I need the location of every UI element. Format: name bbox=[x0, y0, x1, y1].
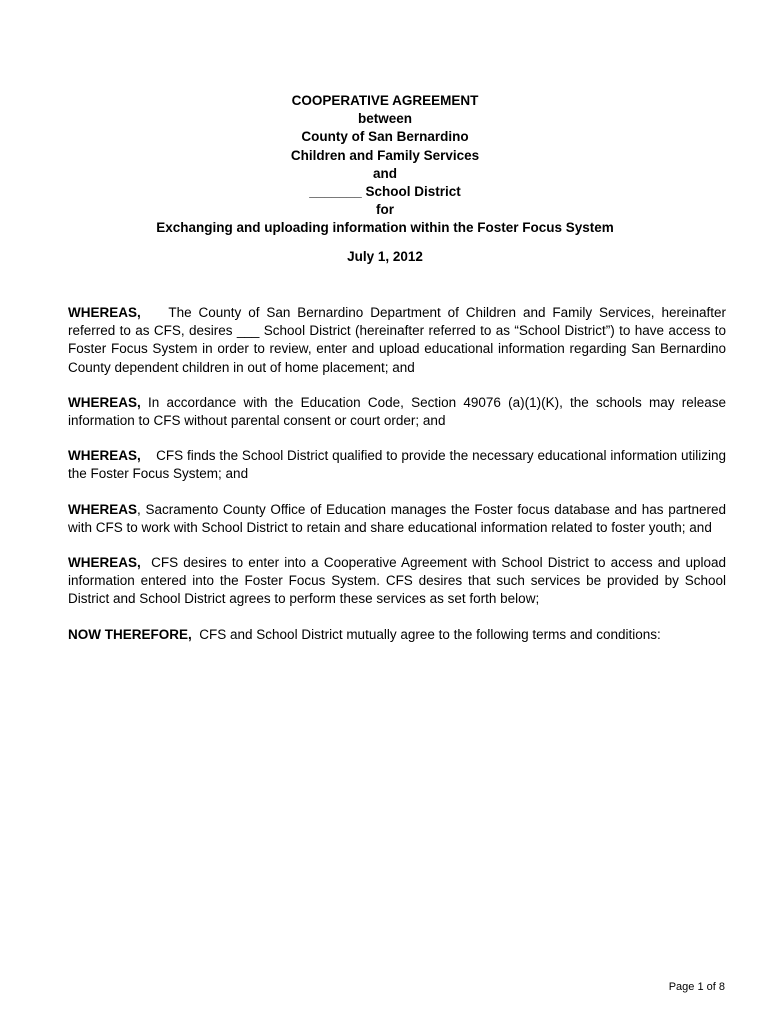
agreement-date: July 1, 2012 bbox=[347, 248, 423, 264]
title-line-and: and bbox=[372, 165, 397, 181]
paragraph-text: In accordance with the Education Code, Section 49076 (a)(1)(K), the schools may release information to CFS without parental consent or court order; and bbox=[68, 394, 726, 429]
paragraph-text: The County of San Bernardino Department of Children and Family Services, hereinafter referred to as CFS, desires ___ School District (hereinafter referred to as “School District”) to have access to Foster Focus System in order to review, enter and upload educational information regarding San Bernardino County dependent children in out of home placement; and bbox=[68, 305, 726, 375]
title-line-for: for bbox=[376, 202, 394, 218]
whereas-paragraph-2 bbox=[68, 394, 726, 430]
title-line-purpose: Exchanging and uploading information within the Foster Focus System bbox=[156, 220, 614, 236]
whereas-paragraph-5 bbox=[68, 554, 726, 609]
title-line-department: Children and Family Services bbox=[290, 147, 480, 163]
whereas-paragraph-3 bbox=[68, 447, 726, 483]
document-body bbox=[68, 304, 726, 661]
paragraph-keyword: WHEREAS bbox=[68, 501, 138, 517]
paragraph-keyword: NOW THEREFORE, bbox=[68, 626, 192, 642]
whereas-paragraph-4 bbox=[68, 501, 726, 537]
title-line-county: County of San Bernardino bbox=[301, 129, 469, 145]
paragraph-keyword: WHEREAS, bbox=[68, 448, 141, 464]
paragraph-text: CFS and School District mutually agree to the following terms and conditions: bbox=[199, 626, 661, 642]
now-therefore-paragraph bbox=[68, 626, 726, 644]
title-line-between: between bbox=[357, 111, 412, 127]
paragraph-text: CFS desires to enter into a Cooperative Agreement with School District to access and upload information entered into the Foster Focus System. CFS desires that such services be provided by School District and School District agrees to perform these services as set forth below; bbox=[68, 555, 726, 607]
paragraph-keyword: WHEREAS, bbox=[68, 305, 141, 320]
whereas-paragraph-1 bbox=[68, 304, 726, 377]
title-block bbox=[0, 92, 770, 266]
paragraph-text: CFS finds the School District qualified to provide the necessary educational information utilizing the Foster Focus System; and bbox=[68, 448, 726, 482]
paragraph-keyword: WHEREAS, bbox=[68, 394, 141, 410]
paragraph-text: , Sacramento County Office of Education manages the Foster focus database and has partnered with CFS to work with School District to retain and share educational information related to foster youth; and bbox=[68, 501, 726, 535]
title-line-agreement: COOPERATIVE AGREEMENT bbox=[291, 93, 479, 108]
paragraph-keyword: WHEREAS, bbox=[68, 555, 141, 571]
title-line-school-district: _______ School District bbox=[309, 184, 461, 200]
page-number: Page 1 of 8 bbox=[668, 981, 725, 993]
